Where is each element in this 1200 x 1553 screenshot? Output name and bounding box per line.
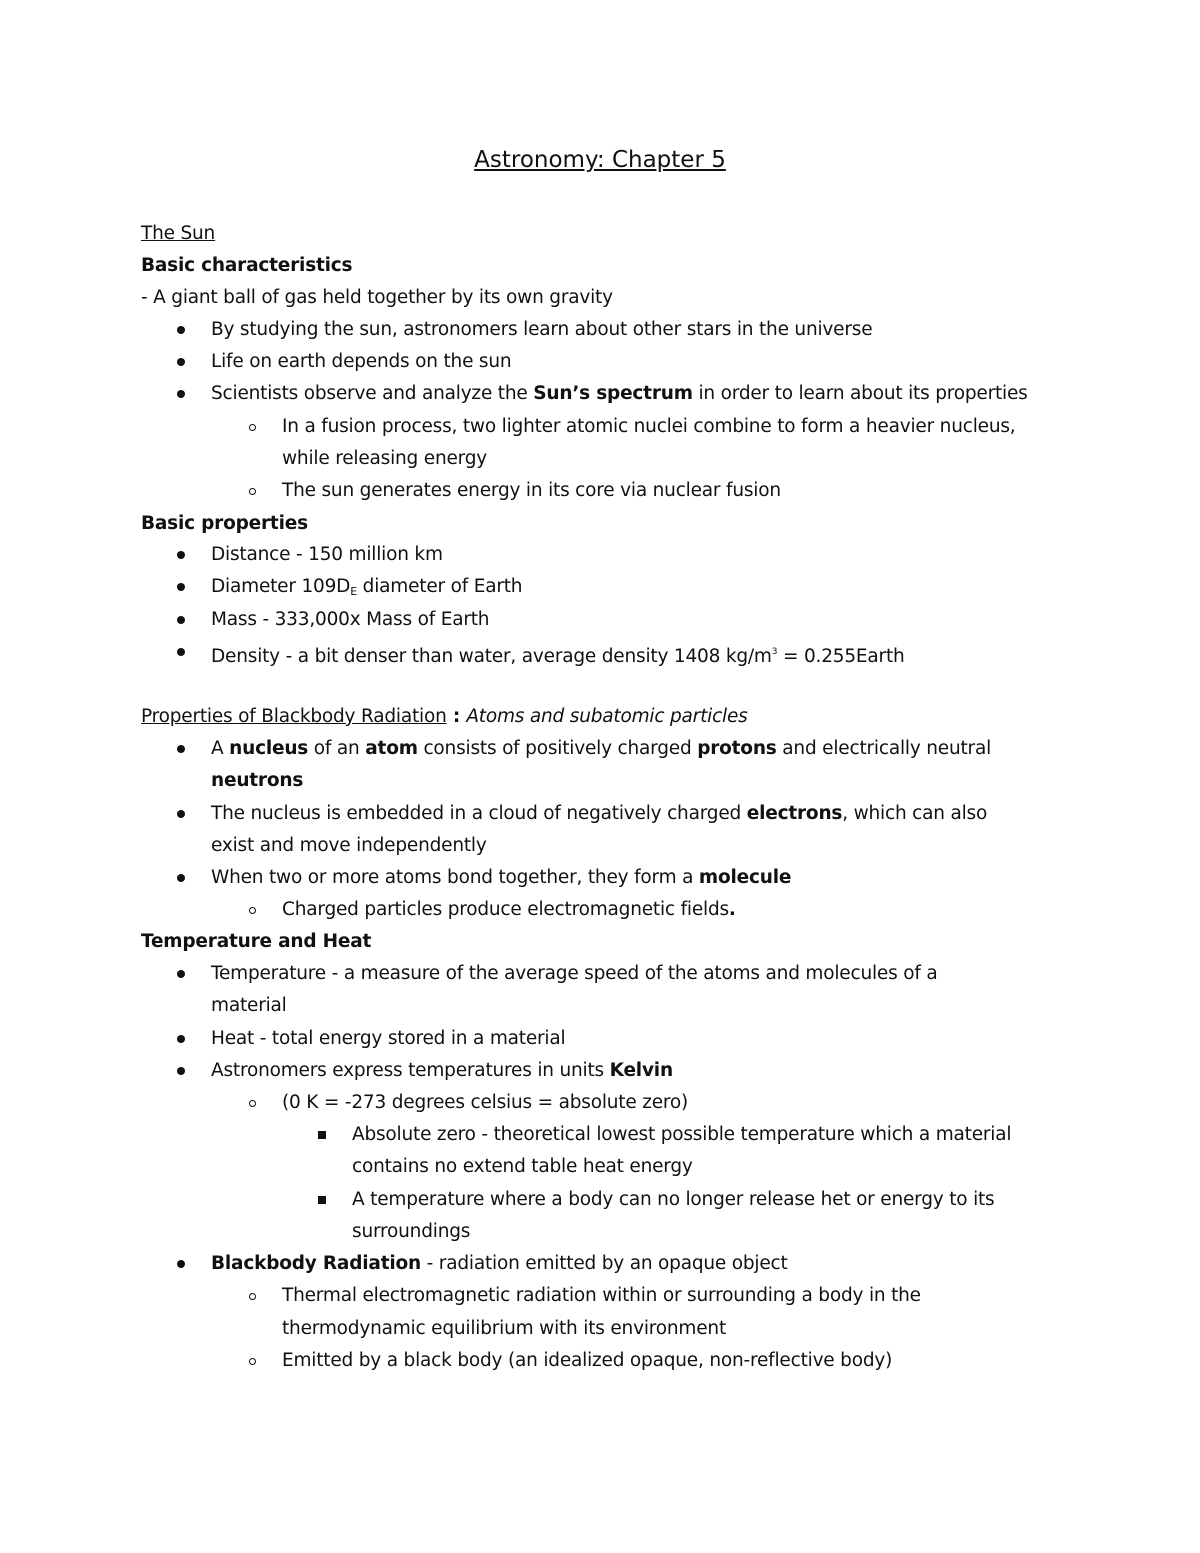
list-item-continuation: contains no extend table heat energy (352, 1156, 693, 1177)
list-item: Life on earth depends on the sun (211, 351, 512, 372)
bullet-dot-icon (177, 314, 185, 346)
list-item: The nucleus is embedded in a cloud of negatively charged electrons, which can also (211, 803, 988, 824)
list-item: Thermal electromagnetic radiation within or surrounding a body in the (282, 1285, 921, 1306)
list-item: Scientists observe and analyze the Sun’s spectrum in order to learn about its properties (211, 383, 1028, 404)
bullet-dot-icon (177, 539, 185, 571)
list-item: The sun generates energy in its core via nuclear fusion (282, 480, 781, 501)
bullet-dot-icon (177, 1055, 185, 1087)
list-item: Heat - total energy stored in a material (211, 1028, 566, 1049)
list-item-continuation: surroundings (352, 1221, 471, 1242)
bullet-dot-icon (177, 733, 185, 765)
bullet-circle-icon (249, 1087, 256, 1119)
list-item-continuation: material (211, 995, 287, 1016)
bullet-circle-icon (249, 475, 256, 507)
list-item: (0 K = -273 degrees celsius = absolute zero) (282, 1092, 689, 1113)
bullet-dot-icon (177, 346, 185, 378)
text-line: - A giant ball of gas held together by its own gravity (141, 287, 613, 308)
list-item-continuation: neutrons (211, 770, 304, 791)
subheading-temperature-heat: Temperature and Heat (141, 931, 372, 952)
list-item: Diameter $109D_E$ diameter of Earth (211, 576, 523, 598)
list-item: Temperature - a measure of the average speed of the atoms and molecules of a (211, 963, 938, 984)
list-item: When two or more atoms bond together, they form a molecule (211, 867, 792, 888)
list-item: In a fusion process, two lighter atomic nuclei combine to form a heavier nucleus, (282, 416, 1016, 437)
bullet-dot-icon (177, 636, 185, 668)
section-heading-blackbody: Properties of Blackbody Radiation : Atoms and subatomic particles (141, 706, 748, 727)
list-item: Emitted by a black body (an idealized opaque, non-reflective body) (282, 1350, 893, 1371)
bullet-circle-icon (249, 1280, 256, 1312)
bullet-dot-icon (177, 378, 185, 410)
list-item: Astronomers express temperatures in units Kelvin (211, 1060, 673, 1081)
subheading-basic-characteristics: Basic characteristics (141, 255, 353, 276)
list-item: A temperature where a body can no longer release het or energy to its (352, 1189, 995, 1210)
list-item-continuation: thermodynamic equilibrium with its environment (282, 1318, 726, 1339)
page-title: Astronomy: Chapter 5 (474, 147, 726, 173)
list-item: Blackbody Radiation - radiation emitted by an opaque object (211, 1253, 788, 1274)
bullet-square-icon (318, 1184, 326, 1216)
bullet-circle-icon (249, 894, 256, 926)
bullet-dot-icon (177, 798, 185, 830)
subheading-basic-properties: Basic properties (141, 513, 308, 534)
list-item: A nucleus of an atom consists of positively charged protons and electrically neutral (211, 738, 992, 759)
list-item-continuation: exist and move independently (211, 835, 487, 856)
bullet-square-icon (318, 1119, 326, 1151)
list-item: Distance - 150 million km (211, 544, 443, 565)
list-item-continuation: while releasing energy (282, 448, 488, 469)
bullet-dot-icon (177, 604, 185, 636)
bullet-dot-icon (177, 862, 185, 894)
bullet-circle-icon (249, 411, 256, 443)
list-item: Charged particles produce electromagnetic fields. (282, 899, 736, 920)
list-item: Mass - 333,000x Mass of Earth (211, 609, 490, 630)
list-item: Absolute zero - theoretical lowest possible temperature which a material (352, 1124, 1012, 1145)
bold-term: Sun’s spectrum (533, 383, 693, 404)
list-item: Density - a bit denser than water, average density 1408 $kg/m^3$ = 0.255Earth (211, 646, 905, 667)
bullet-dot-icon (177, 1248, 185, 1280)
bullet-dot-icon (177, 1023, 185, 1055)
bullet-circle-icon (249, 1345, 256, 1377)
list-item: By studying the sun, astronomers learn about other stars in the universe (211, 319, 873, 340)
bullet-dot-icon (177, 571, 185, 603)
section-heading-sun: The Sun (141, 223, 216, 244)
bullet-dot-icon (177, 958, 185, 990)
